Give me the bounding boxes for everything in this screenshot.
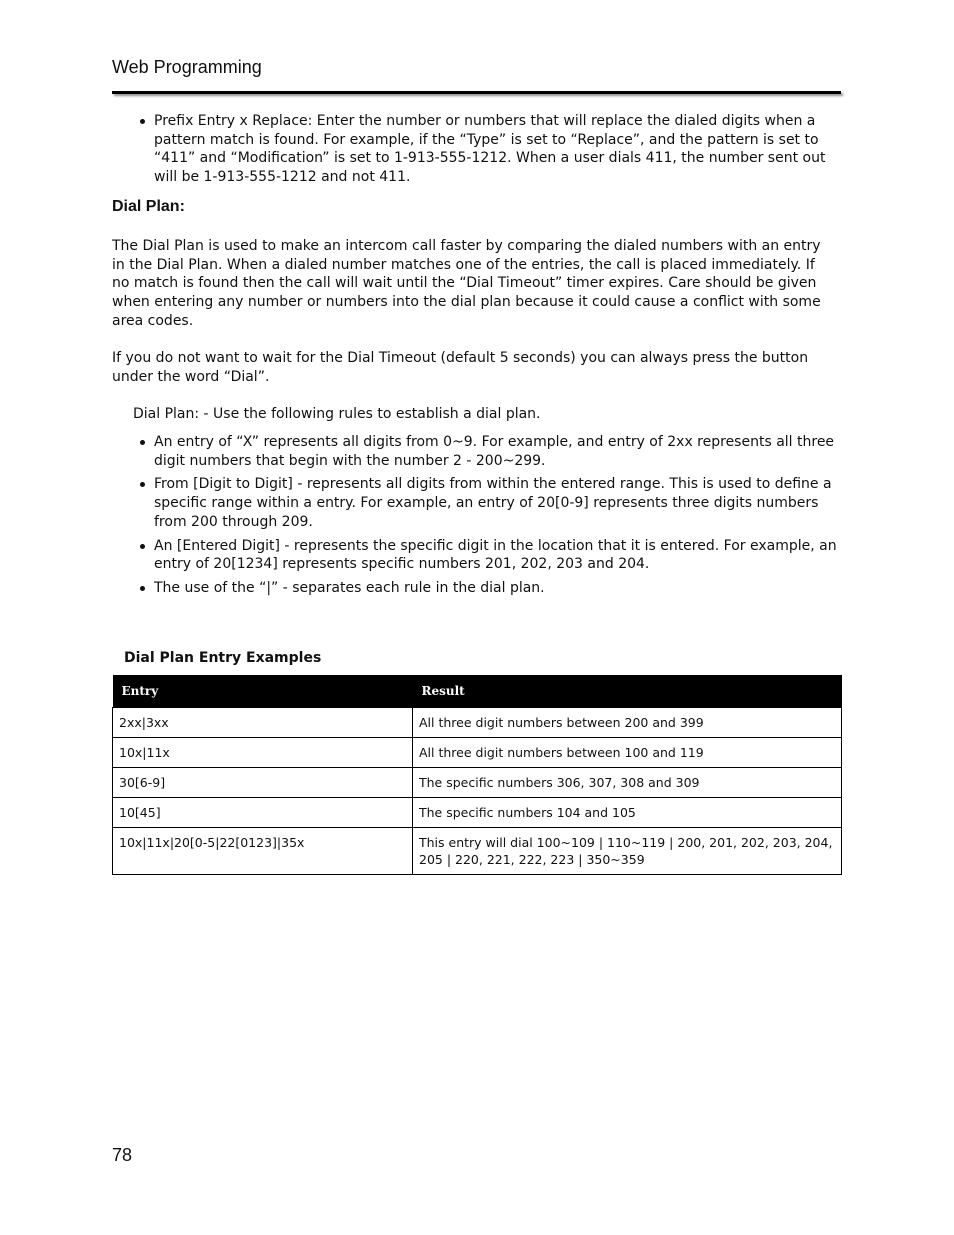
bullet-icon <box>140 119 145 124</box>
entry-cell: 10x|11x <box>113 738 413 768</box>
list-item-text: An entry of “X” represents all digits from 0~9. For example, and entry of 2xx represents all three digit numbers that begin with the number 2 - 200~299. <box>154 434 835 469</box>
rules-intro: Dial Plan: - Use the following rules to establish a dial plan. <box>133 406 541 422</box>
section-heading: Dial Plan: <box>112 198 185 215</box>
list-item <box>154 112 844 187</box>
paragraph: The Dial Plan is used to make an intercom call faster by comparing the dialed numbers with an entry in the Dial Plan. When a dialed number matches one of the entries, the call is placed immediately. If no match is found then the call will wait until the “Dial Timeout” timer expires. Care should be given when entering any number or numbers into the dial plan because it could cause a conflict with some area codes. <box>112 238 821 329</box>
result-cell: All three digit numbers between 100 and 119 <box>413 738 842 768</box>
entry-cell: 10[45] <box>113 798 413 828</box>
page-number: 78 <box>112 1145 133 1165</box>
table-row <box>113 798 842 828</box>
list-item <box>154 475 844 531</box>
list-item-text: Prefix Entry x Replace: Enter the number or numbers that will replace the dialed digits when a pattern match is found. For example, if the “Type” is set to “Replace”, and the pattern is set to “411” and “Modification” is set to 1-913-555-1212. When a user dials 411, the number sent out will be 1-913-555-1212 and not 411. <box>154 113 826 186</box>
table-header-row <box>113 675 842 708</box>
list-item-text: From [Digit to Digit] - represents all digits from within the entered range. This is used to define a specific range within a entry. For example, an entry of 20[0-9] represents three digits numbers from 200 through 209. <box>154 476 832 530</box>
result-cell: The specific numbers 306, 307, 308 and 309 <box>413 768 842 798</box>
column-header-result: Result <box>413 675 842 708</box>
result-cell: All three digit numbers between 200 and 399 <box>413 708 842 738</box>
list-item <box>154 433 844 470</box>
table-row <box>113 738 842 768</box>
entry-cell: 10x|11x|20[0-5|22[0123]|35x <box>113 828 413 875</box>
bullet-icon <box>140 440 145 445</box>
header-divider <box>112 91 841 94</box>
bullet-icon <box>140 586 145 591</box>
result-cell: The specific numbers 104 and 105 <box>413 798 842 828</box>
rules-list <box>154 433 844 603</box>
list-item-text: An [Entered Digit] - represents the specific digit in the location that it is entered. For example, an entry of 20[1234] represents specific numbers 201, 202, 203 and 204. <box>154 537 837 573</box>
page-header-title: Web Programming <box>112 57 262 77</box>
entry-cell: 2xx|3xx <box>113 708 413 738</box>
dial-plan-table <box>112 675 842 875</box>
paragraph: If you do not want to wait for the Dial Timeout (default 5 seconds) you can always press the button under the word “Dial”. <box>112 350 809 385</box>
bullet-icon <box>140 544 145 549</box>
list-item <box>154 579 844 598</box>
bullet-icon <box>140 482 145 487</box>
result-cell: This entry will dial 100~109 | 110~119 | 200, 201, 202, 203, 204, 205 | 220, 221, 222, 223 | 350~359 <box>413 828 842 875</box>
column-header-entry: Entry <box>113 675 413 708</box>
table-caption: Dial Plan Entry Examples <box>124 650 322 666</box>
table-row <box>113 708 842 738</box>
list-item-text: The use of the “|” - separates each rule in the dial plan. <box>154 579 545 596</box>
prefix-bullet-list <box>154 112 844 187</box>
table-row <box>113 828 842 875</box>
table-row <box>113 768 842 798</box>
list-item <box>154 537 844 574</box>
entry-cell: 30[6-9] <box>113 768 413 798</box>
